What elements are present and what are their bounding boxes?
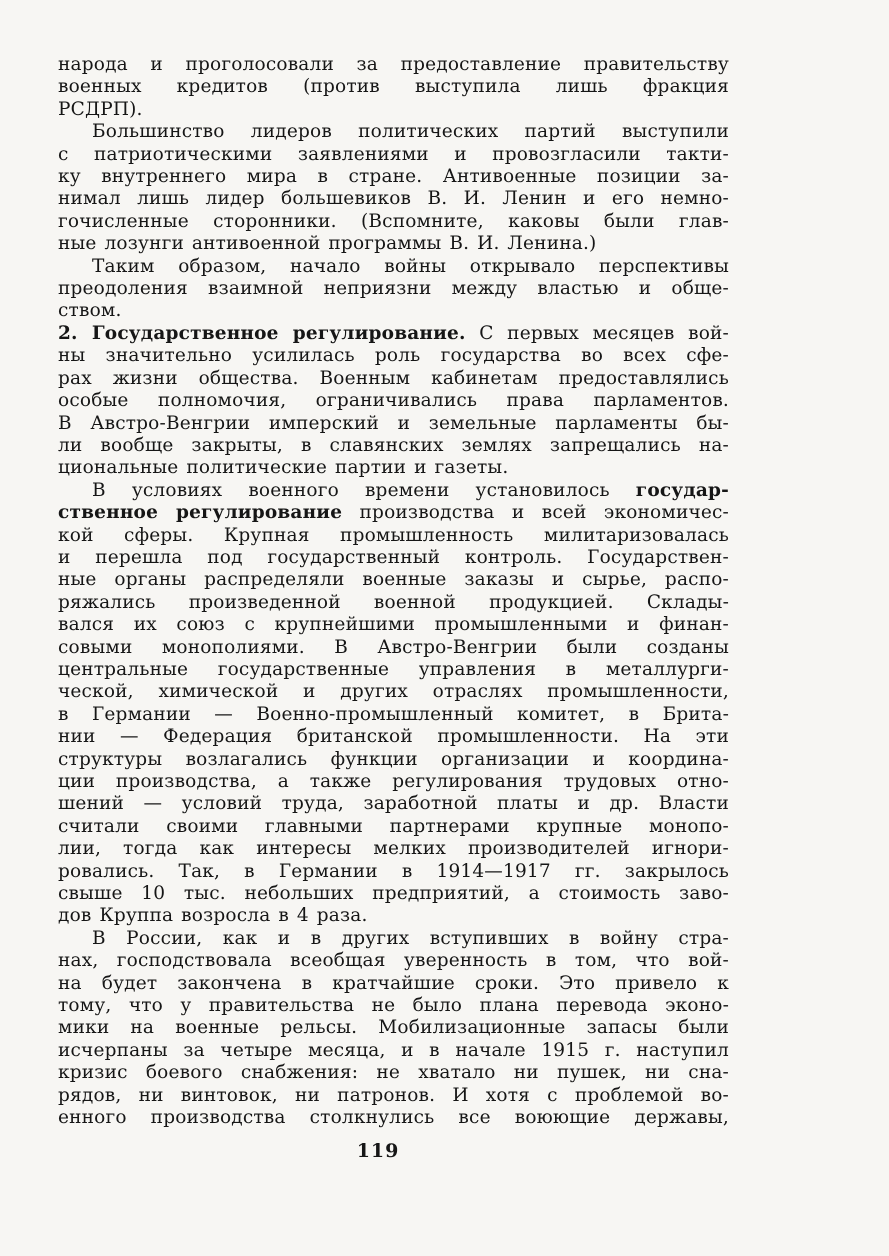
text-segment: енного производства столкнулись все воюющие державы, <box>58 1107 729 1129</box>
text-segment: В условиях военного времени установилось <box>92 479 636 501</box>
text-line <box>58 76 729 98</box>
text-line <box>58 457 729 479</box>
text-line <box>58 928 729 950</box>
text-line <box>58 390 729 412</box>
text-line <box>58 368 729 390</box>
text-line <box>58 1085 729 1107</box>
text-segment: кризис боевого снабжения: не хватало ни пушек, ни сна- <box>58 1062 729 1084</box>
text-line <box>58 973 729 995</box>
text-line <box>58 1062 729 1084</box>
text-segment: кой сферы. Крупная промышленность милитаризовалась <box>58 524 729 546</box>
text-line <box>58 211 729 233</box>
text-segment: и перешла под государственный контроль. Государствен- <box>58 546 729 568</box>
text-segment: рах жизни общества. Военным кабинетам предоставлялись <box>58 367 729 389</box>
text-line <box>58 771 729 793</box>
text-segment: преодоления взаимной неприязни между властью и обще- <box>58 278 729 300</box>
text-segment: в Германии — Военно-промышленный комитет, в Брита- <box>58 703 729 725</box>
text-line <box>58 480 729 502</box>
text-line <box>58 166 729 188</box>
text-line <box>58 413 729 435</box>
text-segment: В России, как и в других вступивших в войну стра- <box>92 927 729 949</box>
text-segment: ли вообще закрыты, в славянских землях запрещались на- <box>58 434 729 456</box>
text-line <box>58 995 729 1017</box>
text-segment: народа и проголосовали за предоставление правительству <box>58 54 729 75</box>
text-segment: на будет закончена в кратчайшие сроки. Это привело к <box>58 972 729 994</box>
text-segment: ку внутреннего мира в стране. Антивоенные позиции за- <box>58 166 729 188</box>
text-line <box>58 1017 729 1039</box>
text-line <box>58 637 729 659</box>
text-line <box>58 681 729 703</box>
text-line <box>58 883 729 905</box>
text-segment: ные лозунги антивоенной программы В. И. Ленина.) <box>58 233 597 255</box>
text-segment: ческой, химической и других отраслях промышленности, <box>58 681 729 703</box>
text-segment: военных кредитов (против выступила лишь фракция <box>58 76 729 98</box>
text-segment: с патриотическими заявлениями и провозгласили такти- <box>58 143 729 165</box>
text-line <box>58 704 729 726</box>
text-line <box>58 121 729 143</box>
bold-text-segment: государ- <box>635 479 729 501</box>
text-segment: ции производства, а также регулирования трудовых отно- <box>58 771 729 792</box>
text-segment: особые полномочия, ограничивались права парламентов. <box>58 390 729 412</box>
text-line <box>58 659 729 681</box>
text-line <box>58 905 729 927</box>
text-segment: исчерпаны за четыре месяца, и в начале 1915 г. наступил <box>58 1039 729 1061</box>
text-segment: мики на военные рельсы. Мобилизационные запасы были <box>58 1017 729 1039</box>
text-segment: ством. <box>58 300 122 322</box>
text-line <box>58 950 729 972</box>
text-segment: гочисленные сторонники. (Вспомните, каковы были глав- <box>58 210 729 232</box>
text-segment: нах, господствовала всеобщая уверенность в том, что вой- <box>58 950 729 972</box>
text-line <box>58 233 729 255</box>
text-segment: производства и всей экономичес- <box>342 502 729 524</box>
text-line <box>58 614 729 636</box>
text-segment: структуры возлагались функции организации и координа- <box>58 748 729 770</box>
text-line <box>58 144 729 166</box>
text-line <box>58 547 729 569</box>
text-segment: В Австро-Венгрии имперский и земельные парламенты бы- <box>58 412 729 434</box>
text-segment: С первых месяцев вой- <box>465 322 729 344</box>
text-segment: нии — Федерация британской промышленности. На эти <box>58 726 729 748</box>
text-segment: РСДРП). <box>58 98 143 120</box>
text-line <box>58 861 729 883</box>
text-line <box>58 188 729 210</box>
page-text <box>58 54 729 1130</box>
text-line <box>58 345 729 367</box>
text-line <box>58 793 729 815</box>
text-line <box>58 525 729 547</box>
text-segment: считали своими главными партнерами крупные монопо- <box>58 815 729 837</box>
text-segment: вался их союз с крупнейшими промышленными и финан- <box>58 614 729 636</box>
text-line <box>58 592 729 614</box>
text-segment: ровались. Так, в Германии в 1914—1917 гг. закрылось <box>58 860 729 882</box>
text-segment: дов Круппа возросла в 4 раза. <box>58 905 368 927</box>
text-line <box>58 1107 729 1129</box>
text-line <box>58 749 729 771</box>
text-segment: ны значительно усилилась роль государства во всех сфе- <box>58 345 729 367</box>
text-line <box>58 54 729 76</box>
text-segment: лии, тогда как интересы мелких производителей игнори- <box>58 838 729 860</box>
text-line <box>58 502 729 524</box>
text-line <box>58 300 729 322</box>
text-segment: ряжались произведенной военной продукцией. Склады- <box>58 591 729 613</box>
page-number: 119 <box>356 1140 400 1162</box>
text-line <box>58 816 729 838</box>
text-line <box>58 435 729 457</box>
text-segment: центральные государственные управления в металлурги- <box>58 658 729 680</box>
bold-text-segment: ственное регулирование <box>58 502 343 524</box>
text-segment: Большинство лидеров политических партий выступили <box>92 121 729 143</box>
text-line <box>58 256 729 278</box>
text-segment: тому, что у правительства не было плана перевода эконо- <box>58 995 729 1017</box>
bold-text-segment: 2. Государственное регулирование. <box>58 322 466 344</box>
text-line <box>58 99 729 121</box>
text-line <box>58 323 729 345</box>
text-line <box>58 838 729 860</box>
text-segment: ные органы распределяли военные заказы и сырье, распо- <box>58 569 729 591</box>
text-line <box>58 726 729 748</box>
text-segment: циональные политические партии и газеты. <box>58 457 509 479</box>
text-line <box>58 569 729 591</box>
text-segment: совыми монополиями. В Австро-Венгрии были созданы <box>58 636 729 658</box>
text-segment: шений — условий труда, заработной платы и др. Власти <box>58 793 729 815</box>
text-segment: Таким образом, начало войны открывало перспективы <box>92 255 729 277</box>
text-line <box>58 278 729 300</box>
text-line <box>58 1040 729 1062</box>
text-segment: свыше 10 тыс. небольших предприятий, а стоимость заво- <box>58 883 729 905</box>
text-segment: рядов, ни винтовок, ни патронов. И хотя с проблемой во- <box>58 1084 729 1106</box>
text-segment: нимал лишь лидер большевиков В. И. Ленин и его немно- <box>58 188 729 210</box>
